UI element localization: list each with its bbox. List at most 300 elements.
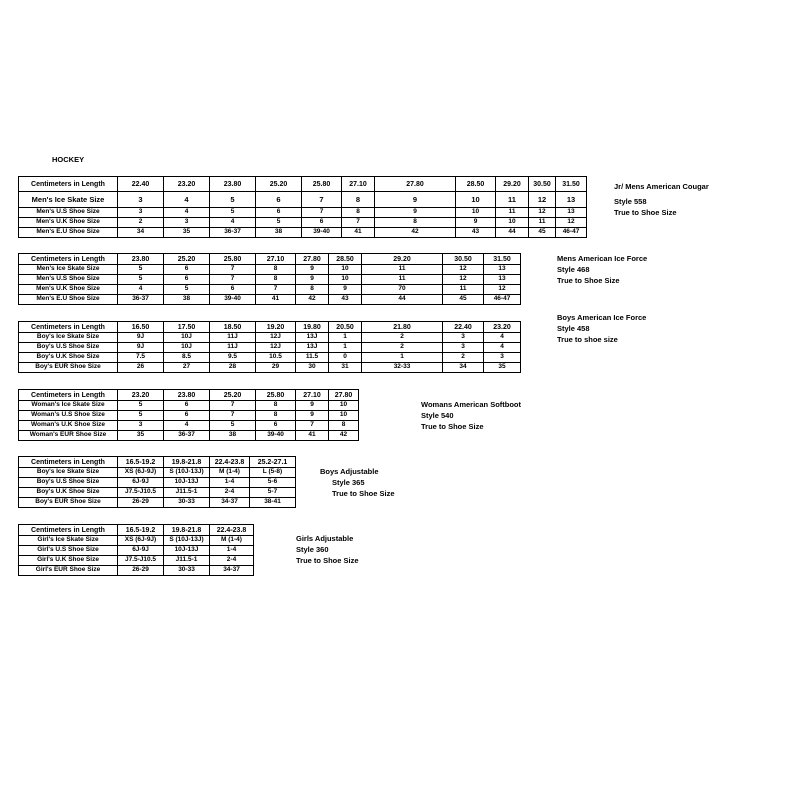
table-cell: 25.20	[210, 390, 256, 401]
table-cell: 38-41	[250, 498, 296, 508]
table-cell: 22.4-23.8	[210, 457, 250, 468]
note-mens-american-ice-force	[557, 253, 647, 286]
table-cell: 6	[256, 208, 302, 218]
table-cell: 3	[164, 218, 210, 228]
table-cell: 7	[302, 208, 342, 218]
table-cell: 22.4-23.8	[210, 525, 254, 536]
table-cell: S (10J-13J)	[164, 468, 210, 478]
table-cell: 3	[443, 333, 484, 343]
table-cell: 6J-9J	[118, 546, 164, 556]
table-cell: 3	[118, 192, 164, 208]
note-title: Womans American Softboot	[421, 400, 522, 409]
note-fit: True to shoe size	[557, 335, 618, 344]
table-cell: 17.50	[164, 322, 210, 333]
note-boys-american-ice-force	[557, 312, 646, 345]
table-cell: 27.80	[329, 390, 359, 401]
note-title: Mens American Ice Force	[557, 254, 648, 263]
table-cell: 9	[296, 401, 329, 411]
table-cell: 12	[529, 208, 556, 218]
table-cell: XS (6J-9J)	[118, 536, 164, 546]
table-row	[19, 254, 521, 265]
table-cell: 27.10	[342, 177, 375, 192]
note-boys-adjustable	[320, 466, 395, 499]
table-cell: 13	[556, 192, 587, 208]
table-cell: 6	[164, 275, 210, 285]
table-cell: 4	[118, 285, 164, 295]
table-cell: 27.10	[256, 254, 296, 265]
table-cell: 36-37	[164, 431, 210, 441]
table-cell: 9	[375, 208, 456, 218]
table-cell: 8	[342, 208, 375, 218]
row-label: Boy's U.S Shoe Size	[19, 478, 118, 488]
note-style: Style 365	[332, 478, 365, 487]
table-cell: 8	[256, 401, 296, 411]
note-style: Style 468	[557, 265, 590, 274]
row-label: Boy's Ice Skate Size	[19, 468, 118, 478]
table-cell: 8.5	[164, 353, 210, 363]
table-row	[19, 411, 359, 421]
table-cell: 1-4	[210, 478, 250, 488]
table-cell: 11.5	[296, 353, 329, 363]
note-style: Style 360	[296, 545, 329, 554]
table-cell: 13	[484, 275, 521, 285]
table-cell: 9	[296, 275, 329, 285]
row-label: Men's U.K Shoe Size	[19, 218, 118, 228]
table-cell: 18.50	[210, 322, 256, 333]
size-table-boys-adjustable	[18, 456, 296, 508]
table-row	[19, 228, 587, 238]
table-cell: 7	[210, 401, 256, 411]
row-label: Men's U.K Shoe Size	[19, 285, 118, 295]
note-fit: True to Shoe Size	[557, 276, 620, 285]
table-row	[19, 390, 359, 401]
row-label: Boy's U.K Shoe Size	[19, 353, 118, 363]
table-cell: 25.80	[256, 390, 296, 401]
table-cell: 10	[329, 265, 362, 275]
table-cell: 8	[329, 421, 359, 431]
table-cell: 9	[375, 192, 456, 208]
table-cell: 5	[210, 192, 256, 208]
row-label: Boy's EUR Shoe Size	[19, 363, 118, 373]
table-cell: 27.80	[375, 177, 456, 192]
table-cell: 7	[302, 192, 342, 208]
note-title: Boys Adjustable	[320, 467, 379, 476]
table-cell: 29	[256, 363, 296, 373]
table-cell: 9.5	[210, 353, 256, 363]
table-cell: 11	[496, 208, 529, 218]
table-cell: 31	[329, 363, 362, 373]
table-cell: 25.20	[256, 177, 302, 192]
table-cell: 9J	[118, 343, 164, 353]
table-cell: J7.5-J10.5	[118, 556, 164, 566]
table-cell: 38	[164, 295, 210, 305]
table-cell: 10	[329, 275, 362, 285]
table-cell: 45	[443, 295, 484, 305]
table-cell: 5-7	[250, 488, 296, 498]
table-cell: 7	[210, 275, 256, 285]
table-row	[19, 285, 521, 295]
table-cell: 10J-13J	[164, 546, 210, 556]
page-heading: HOCKEY	[52, 155, 85, 164]
table-cell: 10	[329, 411, 359, 421]
table-row	[19, 421, 359, 431]
row-label: Girl's Ice Skate Size	[19, 536, 118, 546]
table-cell: 34-37	[210, 566, 254, 576]
table-cell: 8	[296, 285, 329, 295]
table-cell: 12J	[256, 333, 296, 343]
table-cell: 23.80	[118, 254, 164, 265]
table-cell: 39-40	[256, 431, 296, 441]
table-cell: 31.50	[484, 254, 521, 265]
table-cell: 5	[210, 421, 256, 431]
table-cell: 5	[118, 411, 164, 421]
table-cell: 30.50	[443, 254, 484, 265]
table-cell: 11	[443, 285, 484, 295]
table-row	[19, 546, 254, 556]
size-table-mens-american-ice-force	[18, 253, 521, 305]
table-cell: 39-40	[210, 295, 256, 305]
table-cell: 4	[210, 218, 256, 228]
table-cell: 30	[296, 363, 329, 373]
table-cell: 34-37	[210, 498, 250, 508]
note-womans-american-softboot	[421, 399, 521, 432]
table-cell: 5	[210, 208, 256, 218]
row-label: Girl's U.K Shoe Size	[19, 556, 118, 566]
table-cell: 23.20	[484, 322, 521, 333]
row-label: Boy's U.S Shoe Size	[19, 343, 118, 353]
table-cell: 4	[164, 208, 210, 218]
table-cell: 16.50	[118, 322, 164, 333]
row-label: Men's E.U Shoe Size	[19, 295, 118, 305]
table-cell: 11	[362, 265, 443, 275]
table-cell: 26-29	[118, 566, 164, 576]
table-row	[19, 265, 521, 275]
table-row	[19, 275, 521, 285]
table-cell: 6	[256, 192, 302, 208]
note-girls-adjustable	[296, 533, 359, 566]
table-cell: 19.8-21.8	[164, 457, 210, 468]
table-cell: 8	[342, 192, 375, 208]
table-cell: L (5-8)	[250, 468, 296, 478]
table-cell: J11.5-1	[164, 556, 210, 566]
table-cell: 12	[484, 285, 521, 295]
table-cell: 3	[118, 421, 164, 431]
table-cell: 25.80	[210, 254, 256, 265]
table-cell: 1	[362, 353, 443, 363]
table-cell: 25.80	[302, 177, 342, 192]
row-label: Woman's U.K Shoe Size	[19, 421, 118, 431]
table-cell: 5	[118, 265, 164, 275]
table-cell: 9	[456, 218, 496, 228]
table-cell: 10	[456, 208, 496, 218]
note-title: Boys American Ice Force	[557, 313, 647, 322]
row-label: Centimeters in Length	[19, 177, 118, 192]
table-row	[19, 401, 359, 411]
table-row	[19, 457, 296, 468]
table-cell: 6	[164, 265, 210, 275]
table-cell: 42	[329, 431, 359, 441]
table-cell: 30.50	[529, 177, 556, 192]
table-cell: 39-40	[302, 228, 342, 238]
table-cell: 35	[164, 228, 210, 238]
table-cell: 5	[256, 218, 302, 228]
table-cell: 19.80	[296, 322, 329, 333]
table-cell: 35	[484, 363, 521, 373]
table-cell: 34	[118, 228, 164, 238]
table-cell: 30-33	[164, 566, 210, 576]
table-cell: J11.5-1	[164, 488, 210, 498]
table-cell: 26	[118, 363, 164, 373]
note-style: Style 540	[421, 411, 454, 420]
table-cell: 19.8-21.8	[164, 525, 210, 536]
table-cell: 7	[210, 411, 256, 421]
table-cell: 43	[329, 295, 362, 305]
table-cell: 6	[164, 411, 210, 421]
row-label: Woman's U.S Shoe Size	[19, 411, 118, 421]
table-cell: XS (6J-9J)	[118, 468, 164, 478]
table-row	[19, 525, 254, 536]
table-cell: 29.20	[362, 254, 443, 265]
table-cell: 5-6	[250, 478, 296, 488]
table-row	[19, 431, 359, 441]
table-row	[19, 343, 521, 353]
table-cell: 9	[329, 285, 362, 295]
table-cell: 6	[164, 401, 210, 411]
table-row	[19, 333, 521, 343]
table-cell: 13J	[296, 333, 329, 343]
table-cell: 22.40	[118, 177, 164, 192]
table-cell: 26-29	[118, 498, 164, 508]
table-cell: 6	[210, 285, 256, 295]
table-cell: 1-4	[210, 546, 254, 556]
table-cell: 35	[118, 431, 164, 441]
table-cell: 23.80	[210, 177, 256, 192]
table-cell: 25.2-27.1	[250, 457, 296, 468]
note-fit: True to Shoe Size	[332, 489, 395, 498]
table-cell: 10	[496, 218, 529, 228]
table-cell: 36-37	[210, 228, 256, 238]
table-cell: 23.20	[164, 177, 210, 192]
table-cell: 8	[375, 218, 456, 228]
table-cell: 22.40	[443, 322, 484, 333]
row-label: Men's Ice Skate Size	[19, 192, 118, 208]
table-cell: 2-4	[210, 488, 250, 498]
table-cell: S (10J-13J)	[164, 536, 210, 546]
table-cell: 7	[256, 285, 296, 295]
table-row	[19, 218, 587, 228]
table-cell: M (1-4)	[210, 536, 254, 546]
table-cell: 7.5	[118, 353, 164, 363]
row-label: Centimeters in Length	[19, 457, 118, 468]
table-cell: 3	[484, 353, 521, 363]
table-cell: 4	[164, 421, 210, 431]
table-cell: 4	[484, 343, 521, 353]
table-cell: 41	[256, 295, 296, 305]
table-cell: 6	[256, 421, 296, 431]
table-cell: 10J	[164, 333, 210, 343]
table-cell: M (1-4)	[210, 468, 250, 478]
row-label: Centimeters in Length	[19, 254, 118, 265]
row-label: Girl's U.S Shoe Size	[19, 546, 118, 556]
table-cell: 9	[296, 265, 329, 275]
table-cell: 13	[556, 208, 587, 218]
table-cell: 16.5-19.2	[118, 457, 164, 468]
table-cell: 4	[164, 192, 210, 208]
table-cell: 23.20	[118, 390, 164, 401]
table-cell: 8	[256, 265, 296, 275]
row-label: Men's E.U Shoe Size	[19, 228, 118, 238]
table-cell: 7	[342, 218, 375, 228]
table-cell: 5	[164, 285, 210, 295]
table-row	[19, 536, 254, 546]
table-cell: 8	[256, 411, 296, 421]
row-label: Boy's U.K Shoe Size	[19, 488, 118, 498]
table-cell: 13J	[296, 343, 329, 353]
row-label: Men's Ice Skate Size	[19, 265, 118, 275]
note-style: Style 558	[614, 197, 647, 206]
table-cell: 32-33	[362, 363, 443, 373]
table-cell: 9	[296, 411, 329, 421]
table-cell: 7	[210, 265, 256, 275]
note-fit: True to Shoe Size	[421, 422, 484, 431]
table-cell: 25.20	[164, 254, 210, 265]
table-row	[19, 556, 254, 566]
row-label: Boy's EUR Shoe Size	[19, 498, 118, 508]
table-cell: 3	[443, 343, 484, 353]
table-cell: 10	[329, 401, 359, 411]
table-cell: 45	[529, 228, 556, 238]
table-cell: 31.50	[556, 177, 587, 192]
table-cell: 29.20	[496, 177, 529, 192]
row-label: Centimeters in Length	[19, 525, 118, 536]
table-cell: 0	[329, 353, 362, 363]
table-cell: 27.10	[296, 390, 329, 401]
table-cell: 11J	[210, 343, 256, 353]
table-cell: 36-37	[118, 295, 164, 305]
size-table-womans-american-softboot	[18, 389, 359, 441]
table-row	[19, 295, 521, 305]
table-cell: 70	[362, 285, 443, 295]
table-cell: J7.5-J10.5	[118, 488, 164, 498]
table-cell: 44	[362, 295, 443, 305]
note-title: Jr/ Mens American Cougar	[614, 182, 709, 191]
table-cell: 10.5	[256, 353, 296, 363]
table-row	[19, 322, 521, 333]
row-label: Woman's Ice Skate Size	[19, 401, 118, 411]
note-title: Girls Adjustable	[296, 534, 354, 543]
table-cell: 11	[529, 218, 556, 228]
table-cell: 4	[484, 333, 521, 343]
row-label: Boy's Ice Skate Size	[19, 333, 118, 343]
table-cell: 11	[496, 192, 529, 208]
table-cell: 6J-9J	[118, 478, 164, 488]
table-cell: 27	[164, 363, 210, 373]
table-cell: 9J	[118, 333, 164, 343]
table-cell: 5	[118, 401, 164, 411]
table-cell: 11J	[210, 333, 256, 343]
table-row	[19, 363, 521, 373]
table-cell: 1	[329, 333, 362, 343]
table-cell: 5	[118, 275, 164, 285]
table-row	[19, 177, 587, 192]
table-cell: 41	[342, 228, 375, 238]
table-cell: 2	[443, 353, 484, 363]
table-row	[19, 478, 296, 488]
table-cell: 16.5-19.2	[118, 525, 164, 536]
table-cell: 38	[256, 228, 302, 238]
table-cell: 12	[443, 275, 484, 285]
row-label: Men's U.S Shoe Size	[19, 275, 118, 285]
row-label: Centimeters in Length	[19, 390, 118, 401]
note-jr-mens-american-cougar	[614, 181, 709, 218]
table-cell: 27.80	[296, 254, 329, 265]
note-fit: True to Shoe Size	[296, 556, 359, 565]
table-cell: 3	[118, 208, 164, 218]
table-row	[19, 498, 296, 508]
table-cell: 1	[329, 343, 362, 353]
table-cell: 34	[443, 363, 484, 373]
table-cell: 10J	[164, 343, 210, 353]
table-cell: 10	[456, 192, 496, 208]
table-row	[19, 353, 521, 363]
row-label: Centimeters in Length	[19, 322, 118, 333]
table-cell: 30-33	[164, 498, 210, 508]
table-cell: 13	[484, 265, 521, 275]
row-label: Men's U.S Shoe Size	[19, 208, 118, 218]
table-cell: 43	[456, 228, 496, 238]
table-cell: 12J	[256, 343, 296, 353]
table-cell: 6	[302, 218, 342, 228]
row-label: Woman's EUR Shoe Size	[19, 431, 118, 441]
note-style: Style 458	[557, 324, 590, 333]
table-cell: 2	[362, 343, 443, 353]
table-cell: 42	[296, 295, 329, 305]
size-table-boys-american-ice-force	[18, 321, 521, 373]
table-cell: 28.50	[456, 177, 496, 192]
table-row	[19, 468, 296, 478]
table-cell: 12	[556, 218, 587, 228]
table-cell: 42	[375, 228, 456, 238]
table-cell: 21.80	[362, 322, 443, 333]
table-row	[19, 566, 254, 576]
table-cell: 46-47	[556, 228, 587, 238]
table-row	[19, 208, 587, 218]
table-cell: 23.80	[164, 390, 210, 401]
size-table-jr-mens-american-cougar	[18, 176, 587, 238]
table-cell: 7	[296, 421, 329, 431]
table-cell: 38	[210, 431, 256, 441]
table-cell: 8	[256, 275, 296, 285]
table-cell: 19.20	[256, 322, 296, 333]
table-row	[19, 192, 587, 208]
table-cell: 11	[362, 275, 443, 285]
table-cell: 12	[529, 192, 556, 208]
table-cell: 20.50	[329, 322, 362, 333]
note-fit: True to Shoe Size	[614, 208, 677, 217]
table-cell: 2-4	[210, 556, 254, 566]
table-cell: 44	[496, 228, 529, 238]
table-row	[19, 488, 296, 498]
table-cell: 10J-13J	[164, 478, 210, 488]
table-cell: 46-47	[484, 295, 521, 305]
table-cell: 12	[443, 265, 484, 275]
table-cell: 2	[362, 333, 443, 343]
table-cell: 41	[296, 431, 329, 441]
row-label: Girl's EUR Shoe Size	[19, 566, 118, 576]
table-cell: 2	[118, 218, 164, 228]
table-cell: 28.50	[329, 254, 362, 265]
size-table-girls-adjustable	[18, 524, 254, 576]
